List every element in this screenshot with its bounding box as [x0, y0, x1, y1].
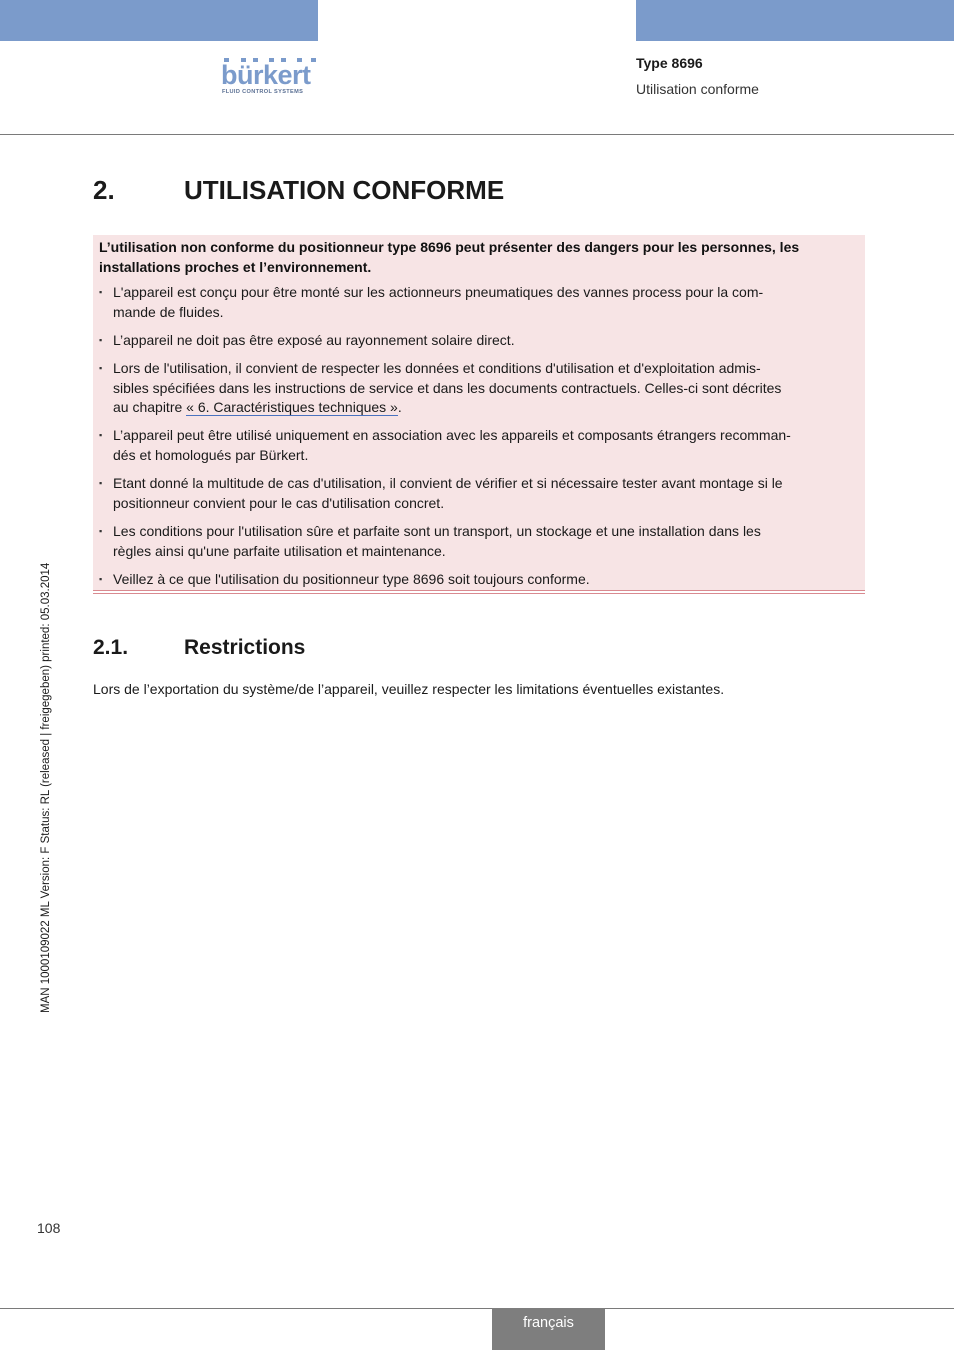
list-item: ▪ L’appareil ne doit pas être exposé au rayonnement solaire direct. — [93, 331, 865, 351]
header-type-label: Type 8696 — [636, 55, 703, 71]
section-title: Restrictions — [184, 636, 306, 659]
warning-box — [93, 235, 865, 591]
chapter-6-link[interactable]: « 6. Caractéristiques techniques » — [186, 399, 398, 416]
header-bar-left — [0, 0, 318, 41]
section-number: 2.1. — [93, 636, 129, 659]
header-bar-right — [636, 0, 954, 41]
list-item: ▪ Veillez à ce que l'utilisation du positionneur type 8696 soit toujours conforme. — [93, 570, 865, 590]
list-item: ▪ Etant donné la multitude de cas d'utilisation, il convient de vérifier et si nécessaire tester avant montage si le positionneur convient pour le cas d'utilisation concret. — [93, 474, 865, 513]
warning-border — [93, 590, 865, 591]
list-item: ▪ Les conditions pour l'utilisation sûre et parfaite sont un transport, un stockage et une installation dans les règles ainsi qu'une parfaite utilisation et maintenance. — [93, 522, 865, 561]
chapter-heading — [93, 175, 504, 206]
language-tab: français — [492, 1308, 605, 1350]
burkert-logo — [221, 58, 321, 98]
logo-wordmark: bürkert — [221, 60, 311, 90]
header-divider — [0, 134, 954, 135]
list-item: ▪ L’appareil peut être utilisé uniquement en association avec les appareils et composants étrangers recomman- dés et homologués par Bürkert. — [93, 426, 865, 465]
chapter-number: 2. — [93, 175, 115, 205]
warning-list — [93, 283, 865, 598]
page-number: 108 — [37, 1220, 61, 1236]
chapter-title: UTILISATION CONFORME — [184, 175, 505, 205]
restrictions-paragraph: Lors de l’exportation du système/de l’appareil, veuillez respecter les limitations éventuelles existantes. — [93, 681, 725, 697]
warning-border — [93, 593, 865, 594]
warning-title: L’utilisation non conforme du positionneur type 8696 peut présenter des dangers pour les personnes, les installations proches et l’environnement. — [99, 239, 800, 275]
section-heading — [93, 636, 305, 660]
list-item: ▪ Lors de l'utilisation, il convient de respecter les données et conditions d'utilisation et d'exploitation admis- sibles spécifiées dans les instructions de service et dans les documents contractuels. Celles-ci sont décrites au chapitre « 6. Caractéristiques techniques ». — [93, 359, 865, 418]
logo-tagline: FLUID CONTROL SYSTEMS — [222, 89, 304, 95]
document-meta-vertical: MAN 1000109022 ML Version: F Status: RL (released | freigegeben) printed: 05.03.2014 — [40, 562, 52, 1013]
list-item: ▪ L'appareil est conçu pour être monté sur les actionneurs pneumatiques des vannes process pour la com- mande de fluides. — [93, 283, 865, 322]
footer-divider — [0, 1308, 954, 1309]
header-section-label: Utilisation conforme — [636, 81, 759, 97]
